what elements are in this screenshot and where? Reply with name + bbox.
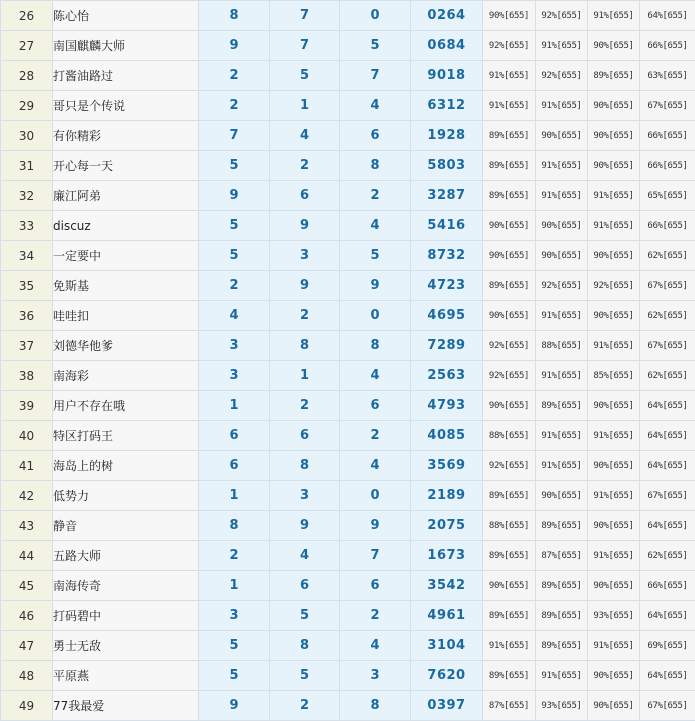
digit-3-cell: 8: [340, 151, 411, 181]
rate-3-cell: 90%[655]: [588, 571, 640, 601]
rate-4-cell: 67%[655]: [640, 691, 695, 721]
digit-3-cell: 7: [340, 61, 411, 91]
code-cell: 1673: [411, 541, 483, 571]
rate-1-cell: 89%[655]: [483, 181, 536, 211]
rate-2-cell: 87%[655]: [536, 541, 588, 571]
rate-1-cell: 90%[655]: [483, 1, 536, 31]
digit-2-cell: 9: [270, 211, 340, 241]
code-cell: 7620: [411, 661, 483, 691]
code-cell: 2189: [411, 481, 483, 511]
digit-2-cell: 2: [270, 391, 340, 421]
username-cell: 南海传奇: [53, 571, 199, 601]
digit-2-cell: 5: [270, 661, 340, 691]
code-cell: 4695: [411, 301, 483, 331]
digit-3-cell: 2: [340, 601, 411, 631]
rate-3-cell: 91%[655]: [588, 421, 640, 451]
username-cell: 海岛上的树: [53, 451, 199, 481]
rate-4-cell: 66%[655]: [640, 211, 695, 241]
rate-3-cell: 90%[655]: [588, 451, 640, 481]
rank-cell: 42: [1, 481, 53, 511]
rate-4-cell: 67%[655]: [640, 271, 695, 301]
rate-4-cell: 64%[655]: [640, 451, 695, 481]
username-cell: 哇哇扣: [53, 301, 199, 331]
digit-2-cell: 8: [270, 331, 340, 361]
rate-2-cell: 89%[655]: [536, 391, 588, 421]
rate-2-cell: 91%[655]: [536, 31, 588, 61]
digit-1-cell: 8: [199, 511, 270, 541]
username-cell: 南国麒麟大师: [53, 31, 199, 61]
digit-3-cell: 4: [340, 211, 411, 241]
rank-cell: 41: [1, 451, 53, 481]
rank-cell: 37: [1, 331, 53, 361]
username-cell: 平原燕: [53, 661, 199, 691]
rate-2-cell: 90%[655]: [536, 211, 588, 241]
rate-3-cell: 89%[655]: [588, 61, 640, 91]
digit-3-cell: 8: [340, 331, 411, 361]
digit-1-cell: 1: [199, 391, 270, 421]
digit-3-cell: 0: [340, 481, 411, 511]
rate-4-cell: 65%[655]: [640, 181, 695, 211]
digit-1-cell: 3: [199, 331, 270, 361]
rate-3-cell: 91%[655]: [588, 631, 640, 661]
rate-4-cell: 67%[655]: [640, 481, 695, 511]
username-cell: 勇士无敌: [53, 631, 199, 661]
rate-3-cell: 90%[655]: [588, 301, 640, 331]
rate-1-cell: 90%[655]: [483, 571, 536, 601]
digit-1-cell: 1: [199, 571, 270, 601]
rate-2-cell: 88%[655]: [536, 331, 588, 361]
digit-2-cell: 1: [270, 361, 340, 391]
table-row: [1, 511, 695, 541]
rate-4-cell: 66%[655]: [640, 31, 695, 61]
rank-cell: 30: [1, 121, 53, 151]
rate-4-cell: 62%[655]: [640, 301, 695, 331]
table-row: [1, 631, 695, 661]
digit-1-cell: 2: [199, 271, 270, 301]
digit-1-cell: 5: [199, 241, 270, 271]
rate-3-cell: 91%[655]: [588, 211, 640, 241]
rate-2-cell: 91%[655]: [536, 151, 588, 181]
username-cell: 刘德华他爹: [53, 331, 199, 361]
rate-1-cell: 89%[655]: [483, 271, 536, 301]
username-cell: discuz: [53, 211, 199, 241]
table-row: [1, 391, 695, 421]
code-cell: 3542: [411, 571, 483, 601]
rate-1-cell: 92%[655]: [483, 31, 536, 61]
table-row: [1, 451, 695, 481]
rate-4-cell: 64%[655]: [640, 661, 695, 691]
rate-2-cell: 89%[655]: [536, 601, 588, 631]
digit-1-cell: 6: [199, 451, 270, 481]
table-row: [1, 541, 695, 571]
table-row: [1, 1, 695, 31]
rate-2-cell: 91%[655]: [536, 91, 588, 121]
username-cell: 五路大师: [53, 541, 199, 571]
digit-1-cell: 2: [199, 91, 270, 121]
rate-1-cell: 89%[655]: [483, 481, 536, 511]
digit-2-cell: 5: [270, 601, 340, 631]
table-row: [1, 481, 695, 511]
digit-1-cell: 9: [199, 181, 270, 211]
rate-4-cell: 62%[655]: [640, 241, 695, 271]
rate-3-cell: 91%[655]: [588, 481, 640, 511]
rate-1-cell: 92%[655]: [483, 331, 536, 361]
rate-3-cell: 90%[655]: [588, 661, 640, 691]
code-cell: 0264: [411, 1, 483, 31]
rate-1-cell: 91%[655]: [483, 91, 536, 121]
digit-3-cell: 5: [340, 31, 411, 61]
rate-3-cell: 90%[655]: [588, 151, 640, 181]
rate-4-cell: 66%[655]: [640, 571, 695, 601]
rate-1-cell: 88%[655]: [483, 511, 536, 541]
digit-2-cell: 8: [270, 451, 340, 481]
digit-2-cell: 2: [270, 151, 340, 181]
table-row: [1, 361, 695, 391]
rank-cell: 40: [1, 421, 53, 451]
table-row: [1, 271, 695, 301]
rate-3-cell: 91%[655]: [588, 181, 640, 211]
digit-1-cell: 4: [199, 301, 270, 331]
rank-cell: 38: [1, 361, 53, 391]
rank-cell: 34: [1, 241, 53, 271]
rate-2-cell: 91%[655]: [536, 661, 588, 691]
digit-3-cell: 4: [340, 361, 411, 391]
code-cell: 3569: [411, 451, 483, 481]
digit-2-cell: 2: [270, 301, 340, 331]
username-cell: 静音: [53, 511, 199, 541]
table-row: [1, 331, 695, 361]
rate-3-cell: 91%[655]: [588, 331, 640, 361]
rate-1-cell: 89%[655]: [483, 541, 536, 571]
rank-cell: 47: [1, 631, 53, 661]
rate-4-cell: 62%[655]: [640, 361, 695, 391]
rate-3-cell: 91%[655]: [588, 1, 640, 31]
digit-2-cell: 9: [270, 511, 340, 541]
digit-2-cell: 9: [270, 271, 340, 301]
username-cell: 开心每一天: [53, 151, 199, 181]
digit-1-cell: 8: [199, 1, 270, 31]
rank-cell: 31: [1, 151, 53, 181]
digit-1-cell: 6: [199, 421, 270, 451]
rate-3-cell: 85%[655]: [588, 361, 640, 391]
digit-3-cell: 5: [340, 241, 411, 271]
table-row: [1, 211, 695, 241]
table-row: [1, 241, 695, 271]
rate-2-cell: 92%[655]: [536, 271, 588, 301]
rate-2-cell: 91%[655]: [536, 451, 588, 481]
digit-1-cell: 1: [199, 481, 270, 511]
digit-1-cell: 7: [199, 121, 270, 151]
rank-cell: 33: [1, 211, 53, 241]
digit-3-cell: 2: [340, 181, 411, 211]
rate-2-cell: 91%[655]: [536, 421, 588, 451]
digit-3-cell: 0: [340, 301, 411, 331]
code-cell: 6312: [411, 91, 483, 121]
rate-3-cell: 90%[655]: [588, 511, 640, 541]
username-cell: 陈心怡: [53, 1, 199, 31]
table-row: [1, 61, 695, 91]
rate-2-cell: 89%[655]: [536, 631, 588, 661]
rate-3-cell: 90%[655]: [588, 91, 640, 121]
rate-4-cell: 64%[655]: [640, 601, 695, 631]
code-cell: 4961: [411, 601, 483, 631]
code-cell: 0684: [411, 31, 483, 61]
rate-1-cell: 91%[655]: [483, 631, 536, 661]
digit-1-cell: 2: [199, 541, 270, 571]
table-body: [1, 1, 695, 721]
digit-3-cell: 4: [340, 451, 411, 481]
rate-4-cell: 67%[655]: [640, 331, 695, 361]
code-cell: 7289: [411, 331, 483, 361]
digit-1-cell: 3: [199, 601, 270, 631]
digit-2-cell: 4: [270, 121, 340, 151]
rate-3-cell: 90%[655]: [588, 121, 640, 151]
rate-1-cell: 89%[655]: [483, 601, 536, 631]
digit-3-cell: 6: [340, 391, 411, 421]
rate-4-cell: 64%[655]: [640, 391, 695, 421]
code-cell: 5416: [411, 211, 483, 241]
rate-3-cell: 90%[655]: [588, 241, 640, 271]
digit-3-cell: 3: [340, 661, 411, 691]
username-cell: 有你精彩: [53, 121, 199, 151]
rate-2-cell: 91%[655]: [536, 181, 588, 211]
rank-cell: 28: [1, 61, 53, 91]
table-row: [1, 151, 695, 181]
code-cell: 3287: [411, 181, 483, 211]
rank-cell: 27: [1, 31, 53, 61]
username-cell: 免斯基: [53, 271, 199, 301]
table-row: [1, 181, 695, 211]
rate-1-cell: 89%[655]: [483, 121, 536, 151]
rate-4-cell: 63%[655]: [640, 61, 695, 91]
rank-cell: 32: [1, 181, 53, 211]
rate-1-cell: 92%[655]: [483, 451, 536, 481]
rank-cell: 45: [1, 571, 53, 601]
table-row: [1, 691, 695, 721]
rate-2-cell: 89%[655]: [536, 571, 588, 601]
digit-2-cell: 6: [270, 181, 340, 211]
code-cell: 9018: [411, 61, 483, 91]
digit-3-cell: 8: [340, 691, 411, 721]
digit-1-cell: 2: [199, 61, 270, 91]
table-row: [1, 601, 695, 631]
rate-1-cell: 88%[655]: [483, 421, 536, 451]
rate-1-cell: 90%[655]: [483, 391, 536, 421]
rank-cell: 39: [1, 391, 53, 421]
rank-cell: 48: [1, 661, 53, 691]
rate-2-cell: 90%[655]: [536, 241, 588, 271]
rate-4-cell: 66%[655]: [640, 121, 695, 151]
rate-1-cell: 90%[655]: [483, 301, 536, 331]
username-cell: 一定要中: [53, 241, 199, 271]
code-cell: 3104: [411, 631, 483, 661]
rate-3-cell: 92%[655]: [588, 271, 640, 301]
rate-1-cell: 90%[655]: [483, 241, 536, 271]
rank-cell: 44: [1, 541, 53, 571]
rate-2-cell: 92%[655]: [536, 61, 588, 91]
code-cell: 4085: [411, 421, 483, 451]
username-cell: 特区打码王: [53, 421, 199, 451]
rate-4-cell: 64%[655]: [640, 1, 695, 31]
digit-3-cell: 9: [340, 271, 411, 301]
digit-2-cell: 7: [270, 31, 340, 61]
code-cell: 2075: [411, 511, 483, 541]
digit-3-cell: 2: [340, 421, 411, 451]
username-cell: 低势力: [53, 481, 199, 511]
digit-2-cell: 4: [270, 541, 340, 571]
code-cell: 8732: [411, 241, 483, 271]
username-cell: 打码碧中: [53, 601, 199, 631]
rank-cell: 46: [1, 601, 53, 631]
table-row: [1, 661, 695, 691]
rate-3-cell: 90%[655]: [588, 691, 640, 721]
rate-2-cell: 89%[655]: [536, 511, 588, 541]
digit-1-cell: 5: [199, 631, 270, 661]
rank-cell: 49: [1, 691, 53, 721]
rate-2-cell: 90%[655]: [536, 481, 588, 511]
username-cell: 廉江阿弟: [53, 181, 199, 211]
code-cell: 4723: [411, 271, 483, 301]
digit-2-cell: 3: [270, 481, 340, 511]
digit-3-cell: 6: [340, 121, 411, 151]
username-cell: 77我最爱: [53, 691, 199, 721]
code-cell: 0397: [411, 691, 483, 721]
rate-1-cell: 89%[655]: [483, 661, 536, 691]
rate-1-cell: 91%[655]: [483, 61, 536, 91]
rate-3-cell: 90%[655]: [588, 31, 640, 61]
rate-4-cell: 64%[655]: [640, 511, 695, 541]
digit-2-cell: 7: [270, 1, 340, 31]
rate-2-cell: 92%[655]: [536, 1, 588, 31]
digit-2-cell: 3: [270, 241, 340, 271]
username-cell: 南海彩: [53, 361, 199, 391]
digit-1-cell: 9: [199, 691, 270, 721]
rate-4-cell: 69%[655]: [640, 631, 695, 661]
rate-3-cell: 93%[655]: [588, 601, 640, 631]
rate-2-cell: 91%[655]: [536, 361, 588, 391]
table-row: [1, 421, 695, 451]
digit-3-cell: 0: [340, 1, 411, 31]
digit-1-cell: 5: [199, 211, 270, 241]
rate-2-cell: 90%[655]: [536, 121, 588, 151]
digit-1-cell: 9: [199, 31, 270, 61]
rate-4-cell: 66%[655]: [640, 151, 695, 181]
username-cell: 打酱油路过: [53, 61, 199, 91]
rate-2-cell: 91%[655]: [536, 301, 588, 331]
rank-cell: 35: [1, 271, 53, 301]
code-cell: 4793: [411, 391, 483, 421]
rank-cell: 36: [1, 301, 53, 331]
digit-2-cell: 5: [270, 61, 340, 91]
digit-3-cell: 6: [340, 571, 411, 601]
username-cell: 用户不存在哦: [53, 391, 199, 421]
rate-1-cell: 87%[655]: [483, 691, 536, 721]
table-row: [1, 301, 695, 331]
code-cell: 2563: [411, 361, 483, 391]
digit-3-cell: 4: [340, 91, 411, 121]
digit-2-cell: 2: [270, 691, 340, 721]
digit-2-cell: 1: [270, 91, 340, 121]
digit-3-cell: 9: [340, 511, 411, 541]
rate-1-cell: 90%[655]: [483, 211, 536, 241]
rate-4-cell: 64%[655]: [640, 421, 695, 451]
table-row: [1, 91, 695, 121]
code-cell: 1928: [411, 121, 483, 151]
digit-1-cell: 3: [199, 361, 270, 391]
digit-1-cell: 5: [199, 151, 270, 181]
digit-3-cell: 4: [340, 631, 411, 661]
digit-2-cell: 6: [270, 571, 340, 601]
digit-2-cell: 6: [270, 421, 340, 451]
username-cell: 哥只是个传说: [53, 91, 199, 121]
table-row: [1, 31, 695, 61]
rate-1-cell: 92%[655]: [483, 361, 536, 391]
rate-3-cell: 91%[655]: [588, 541, 640, 571]
table-row: [1, 571, 695, 601]
rate-3-cell: 90%[655]: [588, 391, 640, 421]
rate-2-cell: 93%[655]: [536, 691, 588, 721]
digit-2-cell: 8: [270, 631, 340, 661]
rank-cell: 43: [1, 511, 53, 541]
rate-4-cell: 62%[655]: [640, 541, 695, 571]
digit-3-cell: 7: [340, 541, 411, 571]
rate-1-cell: 89%[655]: [483, 151, 536, 181]
rank-cell: 26: [1, 1, 53, 31]
rate-4-cell: 67%[655]: [640, 91, 695, 121]
code-cell: 5803: [411, 151, 483, 181]
digit-1-cell: 5: [199, 661, 270, 691]
rank-cell: 29: [1, 91, 53, 121]
table-row: [1, 121, 695, 151]
